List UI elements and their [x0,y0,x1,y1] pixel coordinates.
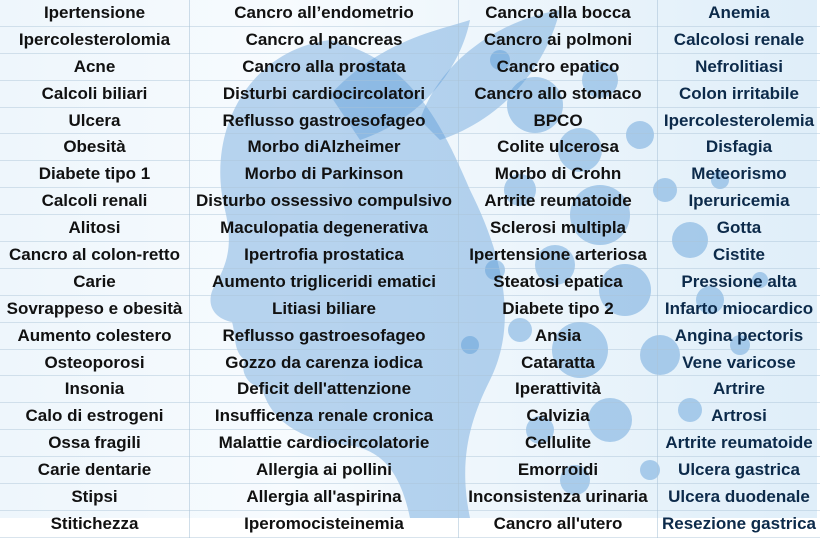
disease-cell: Cancro all'utero [459,510,658,537]
disease-cell: Ulcera duodenale [658,484,820,511]
disease-cell: Carie dentarie [0,457,190,484]
disease-cell: Ipercolesterolomia [0,26,190,53]
disease-cell: Cataratta [459,349,658,376]
disease-cell: Artrite reumatoide [459,188,658,215]
table-row [0,268,820,295]
disease-cell: Angina pectoris [658,322,820,349]
table-row [0,161,820,188]
disease-cell: Vene varicose [658,349,820,376]
table-row [0,510,820,537]
table-row [0,80,820,107]
disease-cell: Ipertrofia prostatica [190,242,459,269]
disease-cell: Calvizia [459,403,658,430]
disease-cell: Diabete tipo 1 [0,161,190,188]
disease-cell: Nefrolitiasi [658,53,820,80]
disease-cell: Artrite reumatoide [658,430,820,457]
table-row [0,53,820,80]
disease-cell: Obesità [0,134,190,161]
disease-cell: Cancro all’endometrio [190,0,459,26]
disease-cell: Stitichezza [0,510,190,537]
disease-cell: Reflusso gastroesofageo [190,322,459,349]
disease-cell: Stipsi [0,484,190,511]
disease-cell: BPCO [459,107,658,134]
disease-cell: Gozzo da carenza iodica [190,349,459,376]
disease-cell: Ossa fragili [0,430,190,457]
disease-cell: Cancro alla prostata [190,53,459,80]
disease-cell: Allergia all'aspirina [190,484,459,511]
table-row [0,26,820,53]
disease-cell: Disfagia [658,134,820,161]
disease-cell: Resezione gastrica [658,510,820,537]
disease-cell: Iperuricemia [658,188,820,215]
disease-cell: Emorroidi [459,457,658,484]
disease-cell: Iperattività [459,376,658,403]
table-row [0,457,820,484]
disease-cell: Pressione alta [658,268,820,295]
disease-cell: Calcoli biliari [0,80,190,107]
disease-cell: Cancro allo stomaco [459,80,658,107]
disease-cell: Allergia ai pollini [190,457,459,484]
table-row [0,376,820,403]
disease-cell: Reflusso gastroesofageo [190,107,459,134]
disease-cell: Calcoli renali [0,188,190,215]
table-row [0,322,820,349]
disease-cell: Insonia [0,376,190,403]
disease-cell: Calcolosi renale [658,26,820,53]
disease-cell: Acne [0,53,190,80]
table-row [0,349,820,376]
disease-cell: Colon irritabile [658,80,820,107]
disease-cell: Inconsistenza urinaria [459,484,658,511]
disease-cell: Disturbi cardiocircolatori [190,80,459,107]
disease-cell: Ulcera gastrica [658,457,820,484]
disease-cell: Cancro ai polmoni [459,26,658,53]
disease-cell: Sovrappeso e obesità [0,295,190,322]
disease-cell: Artrire [658,376,820,403]
disease-cell: Ipertensione arteriosa [459,242,658,269]
table-row [0,107,820,134]
disease-cell: Morbo di Parkinson [190,161,459,188]
disease-cell: Insufficenza renale cronica [190,403,459,430]
disease-cell: Morbo diAlzheimer [190,134,459,161]
disease-cell: Osteoporosi [0,349,190,376]
table-row [0,188,820,215]
disease-cell: Deficit dell'attenzione [190,376,459,403]
disease-cell: Diabete tipo 2 [459,295,658,322]
table-row [0,484,820,511]
table-row [0,242,820,269]
disease-cell: Cancro al pancreas [190,26,459,53]
disease-cell: Sclerosi multipla [459,215,658,242]
disease-cell: Infarto miocardico [658,295,820,322]
table-row [0,134,820,161]
disease-cell: Malattie cardiocircolatorie [190,430,459,457]
disease-cell: Iperomocisteinemia [190,510,459,537]
disease-cell: Artrosi [658,403,820,430]
disease-cell: Cancro alla bocca [459,0,658,26]
disease-cell: Calo di estrogeni [0,403,190,430]
disease-cell: Aumento colestero [0,322,190,349]
disease-cell: Colite ulcerosa [459,134,658,161]
disease-cell: Maculopatia degenerativa [190,215,459,242]
table-row [0,215,820,242]
disease-cell: Cistite [658,242,820,269]
disease-cell: Ipertensione [0,0,190,26]
disease-cell: Disturbo ossessivo compulsivo [190,188,459,215]
disease-cell: Ulcera [0,107,190,134]
disease-cell: Alitosi [0,215,190,242]
disease-cell: Carie [0,268,190,295]
disease-cell: Meteorismo [658,161,820,188]
disease-cell: Ipercolesterolemia [658,107,820,134]
disease-cell: Cellulite [459,430,658,457]
disease-cell: Steatosi epatica [459,268,658,295]
disease-cell: Morbo di Crohn [459,161,658,188]
disease-cell: Gotta [658,215,820,242]
table-row [0,0,820,26]
disease-cell: Litiasi biliare [190,295,459,322]
table-row [0,430,820,457]
disease-cell: Cancro epatico [459,53,658,80]
table-row [0,295,820,322]
disease-cell: Anemia [658,0,820,26]
disease-cell: Cancro al colon-retto [0,242,190,269]
disease-cell: Aumento trigliceridi ematici [190,268,459,295]
disease-cell: Ansia [459,322,658,349]
table-row [0,403,820,430]
